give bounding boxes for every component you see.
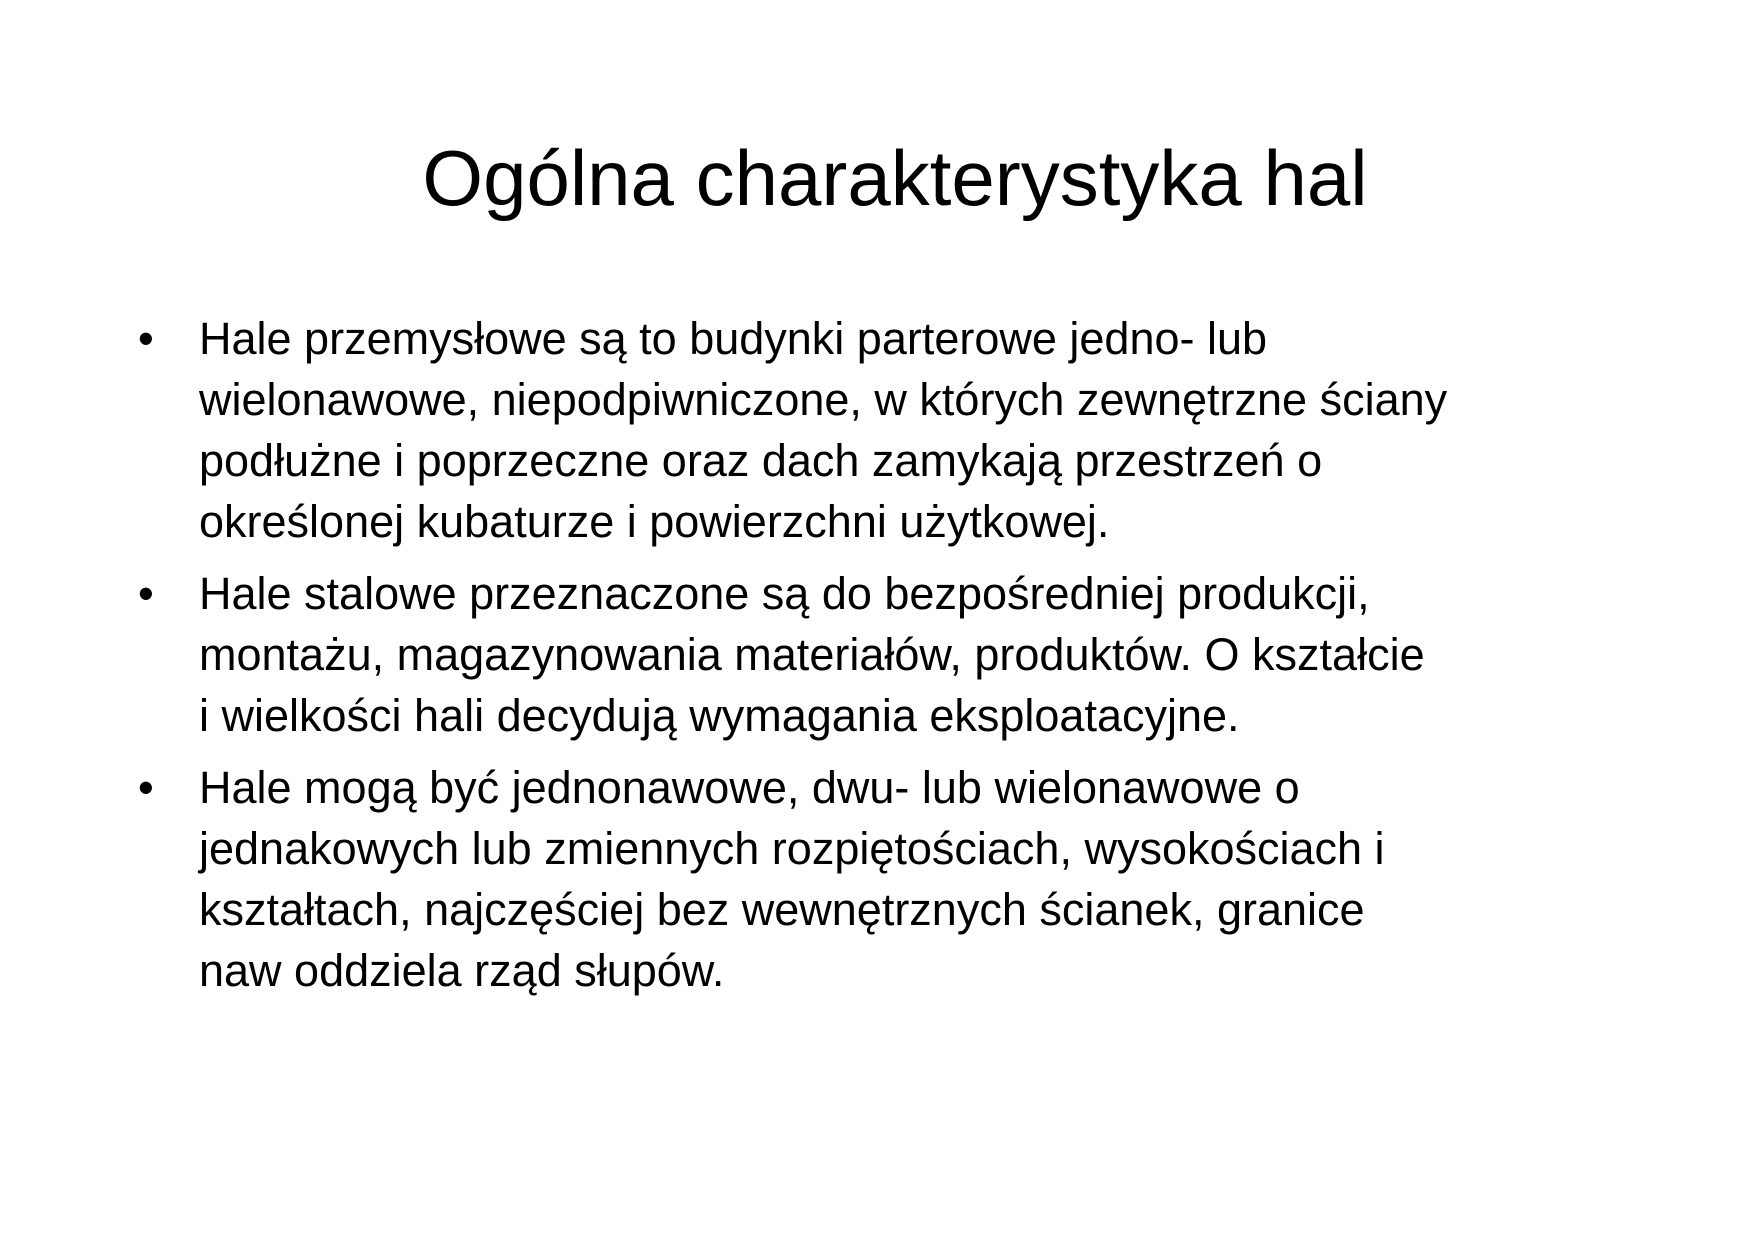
bullet-text <box>199 757 1638 1001</box>
bullet-text <box>199 308 1638 552</box>
bullet-line: kształtach, najczęściej bez wewnętrznych ścianek, granice <box>199 884 1365 935</box>
bullet-icon: • <box>138 762 154 813</box>
bullet-line: i wielkości hali decydują wymagania eksploatacyjne. <box>199 690 1240 741</box>
bullet-item <box>138 757 1638 1001</box>
bullet-line: wielonawowe, niepodpiwniczone, w których zewnętrzne ściany <box>199 374 1448 425</box>
bullet-line: Hale mogą być jednonawowe, dwu- lub wielonawowe o <box>199 762 1300 813</box>
bullet-line: naw oddziela rząd słupów. <box>199 945 725 996</box>
bullet-icon: • <box>138 568 154 619</box>
bullet-item <box>138 308 1638 552</box>
bullet-icon: • <box>138 313 154 364</box>
bullet-line: określonej kubaturze i powierzchni użytkowej. <box>199 496 1110 547</box>
bullet-item <box>138 563 1638 746</box>
bullet-line: Hale stalowe przeznaczone są do bezpośredniej produkcji, <box>199 568 1370 619</box>
bullet-line: Hale przemysłowe są to budynki parterowe jedno- lub <box>199 313 1268 364</box>
bullet-line: jednakowych lub zmiennych rozpiętościach, wysokościach i <box>199 823 1385 874</box>
bullet-list <box>138 308 1638 1012</box>
bullet-line: montażu, magazynowania materiałów, produktów. O kształcie <box>199 629 1425 680</box>
slide-title: Ogólna charakterystyka hal <box>422 134 1368 222</box>
bullet-line: podłużne i poprzeczne oraz dach zamykają przestrzeń o <box>199 435 1323 486</box>
bullet-text <box>199 563 1638 746</box>
